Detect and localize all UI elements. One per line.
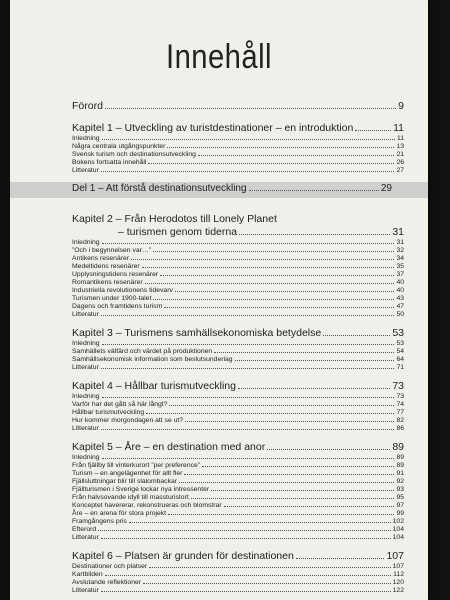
toc-entry-label: Inledning [72,135,100,142]
toc-leader [129,522,391,523]
toc-entry-label: Från halvsovande idyll till massturistort [72,494,189,501]
toc-entry-label: Fjällsluttningar blir till slalombackar [72,478,178,485]
toc-entry-label: Litteratur [72,425,99,432]
toc-entry-row [72,239,404,247]
toc-entry-page: 122 [392,587,404,594]
toc-chapter-row [72,226,404,239]
toc-chapter-page: 11 [393,122,404,134]
toc-leader [146,413,394,414]
toc-entry-row [72,417,404,425]
toc-part-page: 29 [380,183,392,194]
toc-entry-label: Avslutande reflektioner [72,579,142,586]
toc-chapter-2 [72,213,404,319]
toc-leader [98,530,390,531]
toc-entry-label: Några centrala utgångspunkter [72,143,166,150]
toc-forord-label: Förord [72,100,103,112]
toc-leader [198,155,395,156]
toc-leader [149,567,390,568]
toc-chapter-1 [72,122,404,175]
toc-entry-page: 89 [396,454,404,461]
toc-entry-label: Framgångens pris [72,518,127,525]
toc-entry-page: 107 [392,563,404,570]
toc-leader [101,429,395,430]
toc-entry-label: Antikens resenärer [72,255,130,262]
toc-chapter-6 [72,550,404,595]
toc-leader [211,490,394,491]
toc-entry-row [72,263,404,271]
toc-entry-label: Destinationer och platser [72,563,148,570]
toc-chapter-5 [72,441,404,542]
toc-leader [160,275,394,276]
toc-entry-row [72,279,404,287]
toc-entry-page: 40 [396,279,404,286]
toc-entry-page: 11 [396,135,404,142]
toc-leader [184,474,394,475]
toc-entry-page: 91 [396,470,404,477]
toc-entry-page: 13 [396,143,404,150]
toc-chapter-4 [72,380,404,433]
toc-entry-page: 93 [396,486,404,493]
toc-entry-label: Romantikens resenärer [72,279,143,286]
toc-entry-page: 73 [396,393,404,400]
toc-entry-label: Svensk turism och destinationsutveckling [72,151,196,158]
toc-entry-page: 21 [396,151,404,158]
toc-entry-row [72,151,404,159]
toc-entry-row [72,356,404,364]
toc-entry-label: Konceptet havererar, rekonstrueras och blomstrar [72,502,222,509]
toc-entry-page: 32 [396,247,404,254]
toc-entry-page: 71 [396,364,404,371]
toc-entry-row [72,401,404,409]
toc-entry-label: Litteratur [72,534,99,541]
toc-chapter-label: Kapitel 6 – Platsen är grunden för destinationen [72,550,294,562]
toc-leader [235,360,395,361]
toc-leader [175,291,395,292]
toc-entry-label: Dagens och framtidens turism [72,303,163,310]
toc-entry-label: Turism – en angelägenhet för allt fler [72,470,183,477]
toc-entry-row [72,518,404,526]
toc-entry-row [72,563,404,571]
toc-entry-label: Fjällturismen i Sverige lockar nya intressenter [72,486,210,493]
toc-entry-page: 53 [396,340,404,347]
toc-leader [323,335,390,336]
toc-entry-row [72,287,404,295]
toc-entry-row [72,571,404,579]
toc-chapter-label: Kapitel 5 – Åre – en destination med anor [72,441,266,453]
toc-entry-row [72,340,404,348]
toc-chapter-title: Kapitel 2 – Från Herodotos till Lonely Planet [72,213,277,225]
toc-entry-page: 89 [396,462,404,469]
toc-entry-label: ”Och i begynnelsen var…” [72,247,151,254]
toc-entry-page: 97 [396,502,404,509]
toc-entry-row [72,348,404,356]
toc-entry-page: 35 [396,263,404,270]
toc-entry-page: 64 [396,356,404,363]
toc-part-label: Del 1 – Att förstå destinationsutveckling [72,183,247,194]
toc-entry-label: Hur kommer morgondagen att se ut? [72,417,184,424]
toc-entry-page: 31 [396,239,404,246]
toc-leader [214,352,394,353]
toc-leader [101,591,391,592]
toc-entry-page: 43 [396,295,404,302]
toc-entry-row [72,295,404,303]
toc-entry-row [72,486,404,494]
toc-leader [153,251,394,252]
toc-entry-row [72,311,404,319]
toc-chapter-page: 53 [392,327,404,339]
toc-entry-row [72,159,404,167]
toc-leader [202,466,394,467]
toc-leader [101,368,395,369]
toc-entry-row [72,510,404,518]
toc-leader [143,583,391,584]
toc-entry-label: Upplysningstidens resenärer [72,271,159,278]
toc-chapter-label: – turismen genom tiderna [118,226,238,238]
toc-entry-label: Litteratur [72,167,99,174]
toc-leader [131,259,394,260]
toc-entry-label: Industriella revolutionens tidevarv [72,287,173,294]
toc-leader [105,575,392,576]
toc-chapter-label: Kapitel 1 – Utveckling av turistdestinationer – en introduktion [72,122,354,134]
toc-entry-page: 34 [396,255,404,262]
toc-leader [239,234,390,235]
toc-entry-label: Bokens fortsatta innehåll [72,159,147,166]
toc-entry-row [72,494,404,502]
toc-leader [164,307,394,308]
toc-entry-label: Inledning [72,239,100,246]
toc-leader [101,315,395,316]
toc-entry-page: 47 [396,303,404,310]
toc-entry-label: Efterord [72,526,97,533]
toc-entry-row [72,167,404,175]
toc-entry-label: Litteratur [72,587,99,594]
toc-entry-label: Hållbar turismutveckling [72,409,145,416]
toc-leader [101,171,395,172]
toc-entry-page: 50 [396,311,404,318]
toc-entry-row [72,587,404,595]
toc-entry-page: 40 [396,287,404,294]
toc-entry-page: 77 [396,409,404,416]
toc-entry-row [72,247,404,255]
toc-entry-row [72,526,404,534]
toc-chapter-page: 89 [392,441,404,453]
toc-leader [102,344,395,345]
toc-entry-page: 104 [392,534,404,541]
toc-leader [267,449,390,450]
toc-entry-label: Medeltidens resenärer [72,263,140,270]
toc-forord-page: 9 [398,100,404,112]
toc-entry-page: 26 [396,159,404,166]
toc-leader [168,514,394,515]
toc-entry-row [72,462,404,470]
toc-entry-label: Varför har det gått så här långt? [72,401,168,408]
toc-entry-page: 92 [396,478,404,485]
toc-entry-row [72,255,404,263]
toc-entry-page: 102 [392,518,404,525]
toc-entry-page: 82 [396,417,404,424]
toc-entry-label: Litteratur [72,364,99,371]
toc-leader [105,108,396,109]
toc-chapter-row [72,550,404,563]
toc-entry-page: 95 [396,494,404,501]
toc-leader [102,397,395,398]
toc-entry-label: Samhällsekonomisk information som beslutsunderlag [72,356,233,363]
toc-chapter-3 [72,327,404,372]
toc-entry-label: Åre – en arena för stora projekt [72,510,167,517]
toc-chapter-row [72,441,404,454]
toc-entry-row [72,454,404,462]
toc-leader [191,498,395,499]
toc-leader [355,130,391,131]
toc-entry-row [72,470,404,478]
toc-entry-label: Inledning [72,393,100,400]
toc-entry-row [72,502,404,510]
toc-entry-row [72,271,404,279]
toc-chapter-row [72,380,404,393]
toc-entry-page: 120 [392,579,404,586]
toc-entry-page: 99 [396,510,404,517]
toc-entry-label: Turismen under 1900-talet [72,295,152,302]
toc-leader [148,163,394,164]
toc-leader [167,147,394,148]
toc-leader [102,458,395,459]
toc-chapter-page: 107 [386,550,404,562]
toc-leader [142,267,395,268]
toc-entry-page: 54 [396,348,404,355]
toc-leader [185,421,394,422]
toc-leader [179,482,394,483]
toc-entry-label: Inledning [72,340,100,347]
toc-chapter-row [72,122,404,135]
toc-chapter-page: 73 [392,380,404,392]
toc-entry-page: 74 [396,401,404,408]
toc-entry-row [72,534,404,542]
toc-leader [145,283,395,284]
toc-entry-page: 86 [396,425,404,432]
toc-chapter-label: Kapitel 4 – Hållbar turismutveckling [72,380,236,392]
page-title: Innehåll [166,38,272,76]
toc-chapter-page: 31 [392,226,404,238]
part-band-space [72,175,404,205]
toc-entry-label: Litteratur [72,311,99,318]
toc-leader [238,388,390,389]
toc-entry-page: 37 [396,271,404,278]
toc-entry-row [72,143,404,151]
toc-leader [296,558,385,559]
toc-entry-page: 104 [392,526,404,533]
toc-entry-row [72,478,404,486]
toc-entry-row [72,409,404,417]
toc-entry-row [72,393,404,401]
toc-entry-row [72,303,404,311]
toc-leader [102,243,395,244]
toc-leader [153,299,394,300]
toc-entry-label: Inledning [72,454,100,461]
toc-chapter-row [72,327,404,340]
toc-entry-row [72,579,404,587]
toc-leader [101,538,391,539]
toc-leader [169,405,394,406]
toc-entry-label: Från fjällby till vinterkurort ”per preference” [72,462,201,469]
toc-entry-row [72,425,404,433]
table-of-contents [72,100,404,595]
toc-entry-row [72,364,404,372]
toc-entry-row [72,135,404,143]
toc-entry-page: 27 [396,167,404,174]
toc-leader [224,506,395,507]
toc-entry-label: Samhällets välfärd och värdet på produktionen [72,348,213,355]
toc-forord-row [72,100,404,113]
toc-leader [102,139,395,140]
toc-entry-page: 112 [393,571,404,578]
toc-entry-label: Kartbilden [72,571,103,578]
toc-chapter-label: Kapitel 3 – Turismens samhällsekonomiska betydelse [72,327,322,339]
